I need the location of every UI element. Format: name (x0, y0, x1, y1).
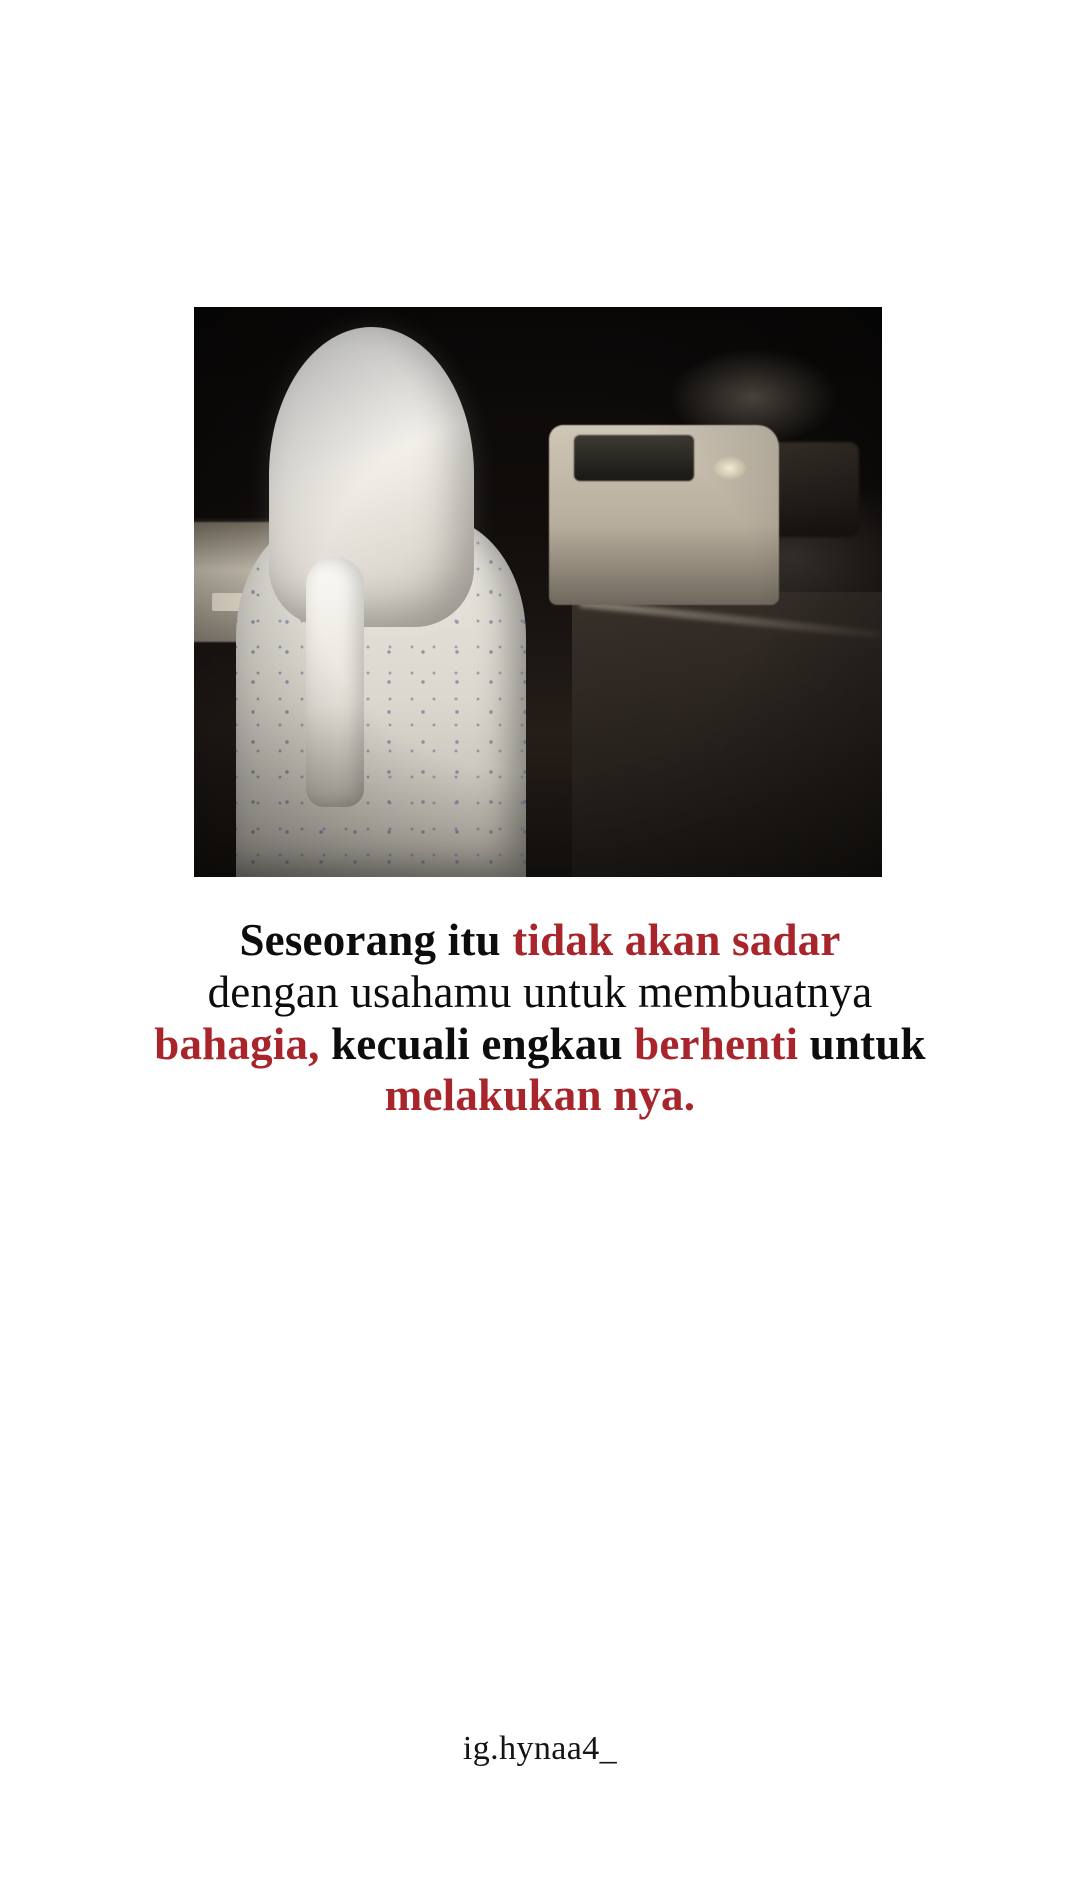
quote-line-3-accent-b: berhenti (634, 1018, 799, 1069)
quote-text (90, 915, 990, 1122)
hijab (269, 327, 474, 627)
quote-line-1-accent: tidak akan sadar (512, 915, 841, 965)
quote-line-2: dengan usahamu untuk membuatnya (207, 966, 873, 1017)
post-image (194, 307, 882, 877)
quote-line-1-plain: Seseorang itu (239, 915, 513, 965)
quote-line-3 (90, 1019, 990, 1071)
van-taillight (714, 457, 746, 479)
van-window (574, 435, 694, 481)
road-surface (572, 592, 882, 877)
quote-line-4: melakukan nya. (384, 1070, 696, 1121)
author-handle: ig.hynaa4_ (462, 1730, 618, 1767)
quote-line-3-accent-a: bahagia, (154, 1018, 320, 1069)
quote-line-1 (90, 915, 990, 967)
hijab-tail (306, 557, 364, 807)
quote-line-3-plain-b: untuk (798, 1018, 926, 1069)
quote-line-3-plain-a: kecuali engkau (319, 1018, 635, 1069)
